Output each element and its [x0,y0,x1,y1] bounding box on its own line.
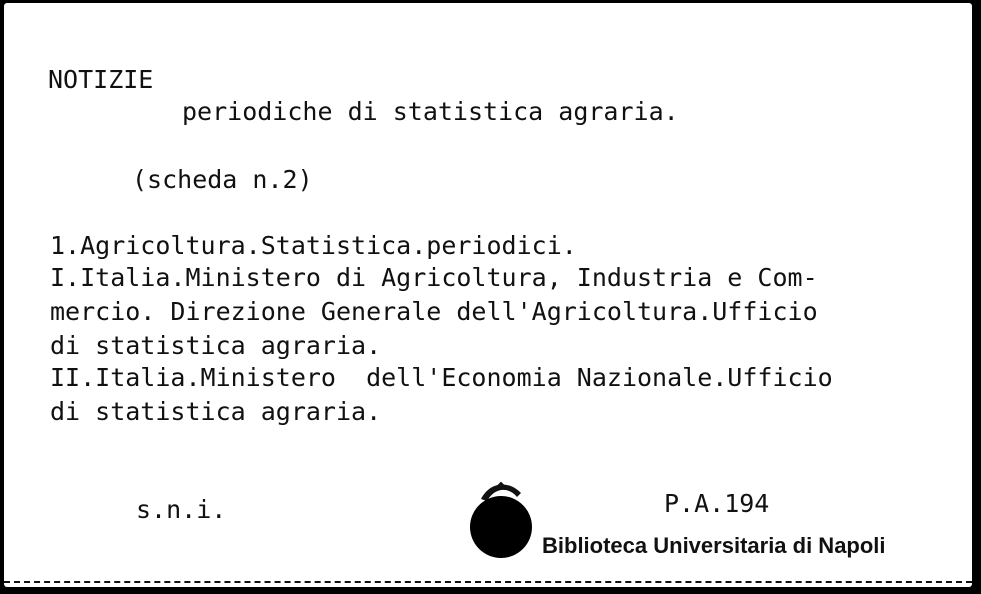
subject-line-3: mercio. Direzione Generale dell'Agricoltura.Ufficio [50,297,818,326]
subject-line-5: II.Italia.Ministero dell'Economia Nazionale.Ufficio [50,363,833,392]
subject-line-2: I.Italia.Ministero di Agricoltura, Industria e Com- [50,263,818,292]
subject-line-4: di statistica agraria. [50,331,382,360]
subject-line-6: di statistica agraria. [50,397,382,426]
card-bottom-border [4,581,972,583]
catalog-card [4,3,972,587]
imprint-note: s.n.i. [136,495,227,524]
library-name: Biblioteca Universitaria di Napoli [542,533,886,558]
card-scheda: (scheda n.2) [132,165,313,194]
card-heading: NOTIZIE [48,65,154,94]
library-seal-icon [467,473,537,563]
shelfmark: P.A.194 [664,489,770,518]
subject-line-1: 1.Agricoltura.Statistica.periodici. [50,231,577,260]
card-title-line: periodiche di statistica agraria. [182,97,679,126]
